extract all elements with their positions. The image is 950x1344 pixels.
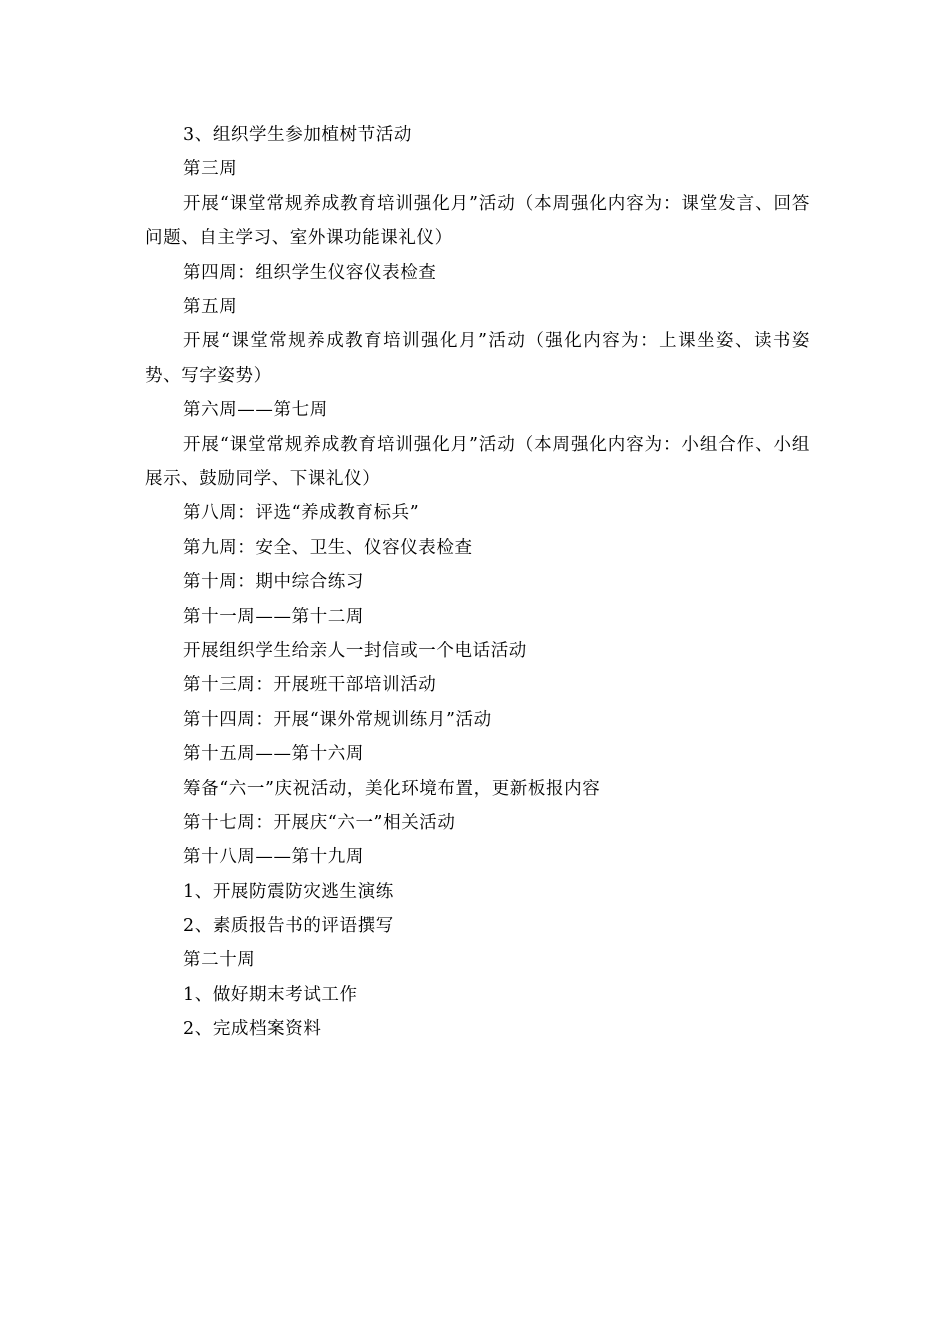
week-heading: 第八周：评选“养成教育标兵” — [183, 503, 420, 524]
list-item: 2、完成档案资料 — [183, 1019, 322, 1040]
list-item: 2、素质报告书的评语撰写 — [183, 916, 394, 937]
list-item: 1、开展防震防灾逃生演练 — [183, 881, 394, 902]
week-heading: 第二十周 — [183, 950, 256, 971]
week-heading: 第十一周——第十二周 — [183, 606, 364, 627]
week-heading: 第四周：组织学生仪容仪表检查 — [183, 262, 437, 283]
week-heading: 第十四周：开展“课外常规训练月”活动 — [183, 709, 492, 730]
week-heading: 第三周 — [183, 159, 238, 180]
document-body — [145, 118, 810, 1047]
paragraph: 筹备“六一”庆祝活动，美化环境布置，更新板报内容 — [183, 778, 601, 799]
paragraph: 开展“课堂常规养成教育培训强化月”活动（本周强化内容为：小组合作、小组展示、鼓励同学、下课礼仪） — [145, 434, 810, 489]
paragraph: 3、组织学生参加植树节活动 — [183, 125, 412, 145]
paragraph: 开展“课堂常规养成教育培训强化月”活动（强化内容为：上课坐姿、读书姿势、写字姿势） — [145, 331, 810, 386]
week-heading: 第十周：期中综合练习 — [183, 572, 364, 593]
list-item: 1、做好期末考试工作 — [183, 984, 358, 1005]
week-heading: 第五周 — [183, 296, 238, 317]
week-heading: 第十五周——第十六周 — [183, 744, 364, 765]
week-heading: 第十三周：开展班干部培训活动 — [183, 675, 437, 696]
week-heading: 第十七周：开展庆“六一”相关活动 — [183, 812, 456, 833]
paragraph: 开展组织学生给亲人一封信或一个电话活动 — [183, 640, 527, 661]
week-heading: 第十八周——第十九周 — [183, 847, 364, 868]
week-heading: 第六周——第七周 — [183, 400, 328, 421]
paragraph: 开展“课堂常规养成教育培训强化月”活动（本周强化内容为：课堂发言、回答问题、自主学习、室外课功能课礼仪） — [145, 193, 810, 249]
week-heading: 第九周：安全、卫生、仪容仪表检查 — [183, 537, 473, 558]
